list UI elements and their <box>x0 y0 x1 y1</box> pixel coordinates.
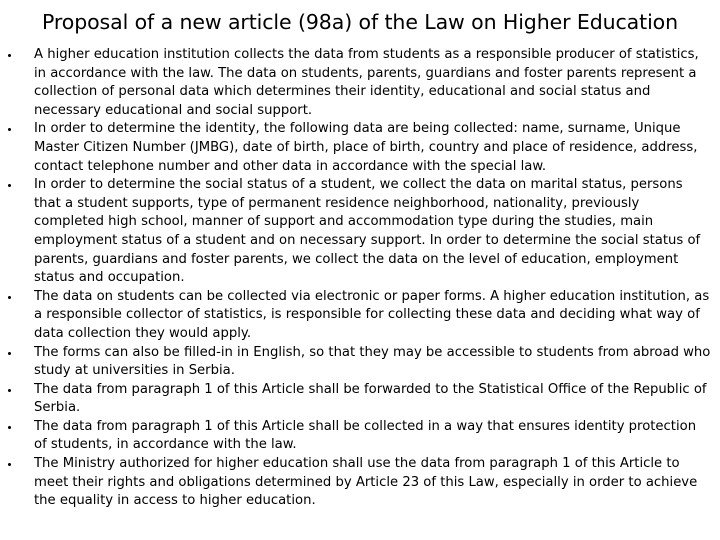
bullet-item <box>0 418 720 455</box>
bullet-dot-icon <box>8 296 11 299</box>
bullet-text: The data on students can be collected via electronic or paper forms. A higher education institution, as a responsible collector of statistics, is responsible for collecting these data and deciding what way of data collection they would apply. <box>34 288 710 341</box>
bullet-text: In order to determine the identity, the following data are being collected: name, surname, Unique Master Citizen Number (JMBG), date of birth, place of birth, country and place of residence, address, contact telephone number and other data in accordance with the special law. <box>34 121 698 174</box>
bullet-text: The forms can also be filled-in in English, so that they may be accessible to students from abroad who study at universities in Serbia. <box>34 344 711 379</box>
bullet-dot-icon <box>8 463 11 466</box>
bullet-item <box>0 46 720 120</box>
bullet-list <box>0 46 720 511</box>
bullet-item <box>0 455 720 511</box>
bullet-dot-icon <box>8 184 11 187</box>
bullet-text: A higher education institution collects the data from students as a responsible producer of statistics, in accordance with the law. The data on students, parents, guardians and foster parents represent a collection of personal data which determines their identity, educational and social status and necessary educational and social support. <box>34 47 699 118</box>
slide-title: Proposal of a new article (98a) of the Law on Higher Education <box>41 10 679 34</box>
bullet-dot-icon <box>8 352 11 355</box>
bullet-item <box>0 381 720 418</box>
bullet-text: The data from paragraph 1 of this Article shall be collected in a way that ensures identity protection of students, in accordance with the law. <box>34 418 697 453</box>
bullet-text: The data from paragraph 1 of this Article shall be forwarded to the Statistical Office of the Republic of Serbia. <box>34 381 707 416</box>
bullet-text: The Ministry authorized for higher education shall use the data from paragraph 1 of this Article to meet their rights and obligations determined by Article 23 of this Law, especially in order to achieve the equality in access to higher education. <box>34 456 698 509</box>
bullet-dot-icon <box>8 426 11 429</box>
bullet-item <box>0 344 720 381</box>
bullet-item <box>0 120 720 176</box>
bullet-dot-icon <box>8 54 11 57</box>
bullet-dot-icon <box>8 389 11 392</box>
bullet-item <box>0 176 720 288</box>
bullet-dot-icon <box>8 128 11 131</box>
bullet-text: In order to determine the social status of a student, we collect the data on marital status, persons that a student supports, type of permanent residence neighborhood, nationality, previously completed high school, manner of support and accommodation type during the studies, main employment status of a student and on necessary support. In order to determine the social status of parents, guardians and foster parents, we collect the data on the level of education, employment status and occupation. <box>34 177 701 286</box>
bullet-item <box>0 288 720 344</box>
